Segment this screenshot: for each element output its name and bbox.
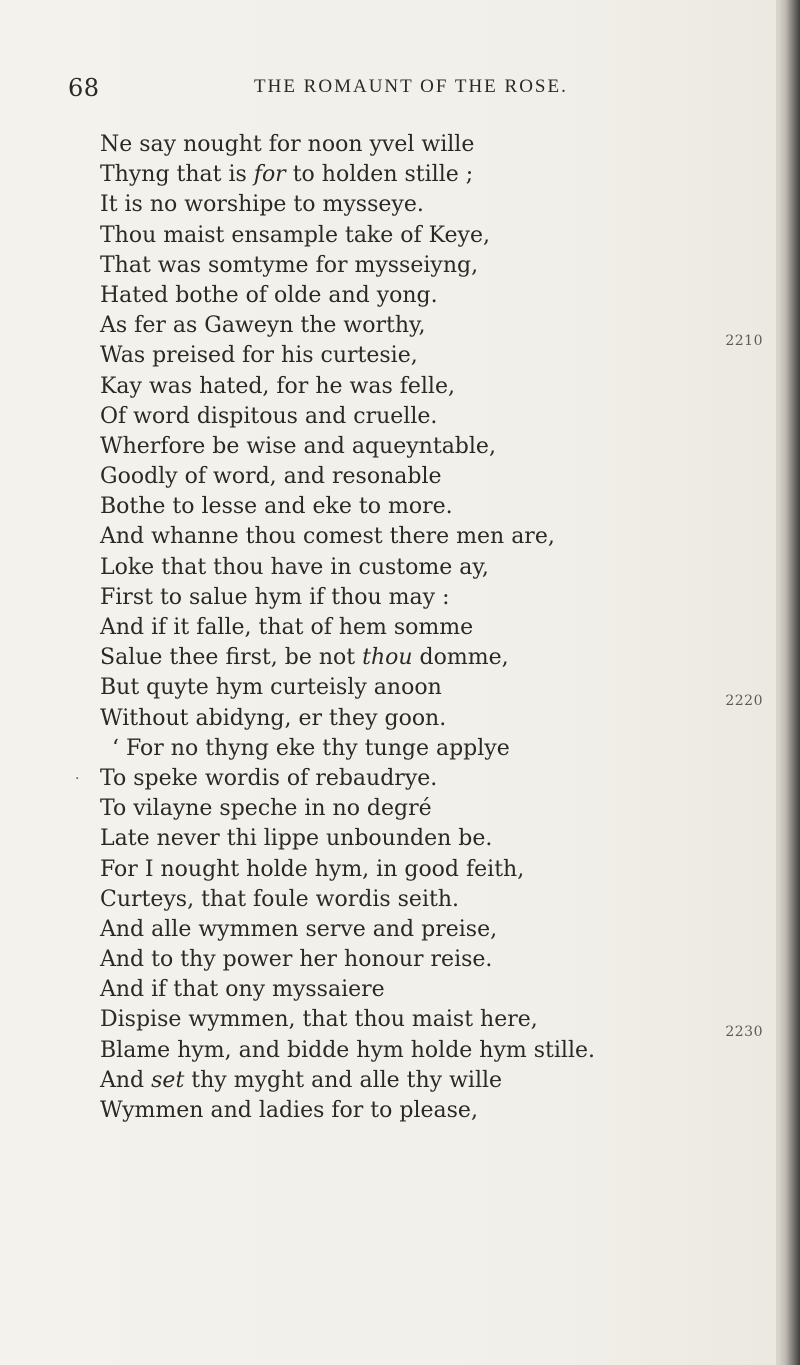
poem-line [100, 794, 750, 824]
page-number: 68 [68, 74, 100, 102]
poem-line [100, 190, 750, 220]
poem-line-text: Dispise wymmen, that thou maist here, [100, 1007, 538, 1033]
poem-line-text: Wherfore be wise and aqueyntable, [100, 433, 496, 459]
poem-line [100, 734, 750, 764]
poem-line-text: domme, [412, 645, 509, 671]
poem-line-italic: set [151, 1067, 185, 1093]
poem-line [100, 613, 750, 643]
poem-line [100, 281, 750, 311]
poem-line-text: Salue thee first, be not [100, 645, 363, 671]
poem-line-text: And if that ony myssaiere [100, 977, 385, 1003]
poem-line [100, 251, 750, 281]
poem-line [100, 492, 750, 522]
poem-line-text: Kay was hated, for he was felle, [100, 373, 455, 399]
poem-line-text: Hated bothe of olde and yong. [100, 282, 438, 308]
poem-line [100, 1066, 750, 1096]
poem-line [100, 673, 750, 703]
poem-line [100, 975, 750, 1005]
poem-line-text: To speke wordis of rebaudrye. [100, 765, 438, 791]
page-header [68, 74, 688, 114]
binding-gutter [778, 0, 800, 1365]
poem-line [100, 824, 750, 854]
poem-line-text: Goodly of word, and resonable [100, 464, 442, 490]
poem-line [100, 1005, 750, 1035]
line-marker: · [75, 770, 80, 787]
poem-line-text: Bothe to lesse and eke to more. [100, 494, 453, 520]
poem-line [100, 704, 750, 734]
poem-line-italic: for [253, 162, 286, 188]
poem-line [100, 885, 750, 915]
poem-line-text: Thyng that is [100, 162, 254, 188]
poem-line-text: To vilayne speche in no degré [100, 796, 432, 822]
poem-line-text: ‘ For no thyng eke thy tunge applye [112, 735, 510, 761]
poem-line-text: And [100, 1067, 152, 1093]
poem-line-text: It is no worshipe to mysseye. [100, 192, 424, 218]
poem-line [100, 855, 750, 885]
poem-line-text: Blame hym, and bidde hym holde hym stille. [100, 1037, 595, 1063]
poem-line [100, 432, 750, 462]
poem-line-text: Of word dispitous and cruelle. [100, 403, 438, 429]
line-number-2210: 2210 [725, 333, 763, 349]
poem-line-text: For I nought holde hym, in good feith, [100, 856, 525, 882]
poem-line [100, 311, 750, 341]
poem-text [75, 130, 750, 1126]
poem-line-text: Loke that thou have in custome ay, [100, 554, 489, 580]
line-number-2230: 2230 [725, 1024, 763, 1040]
poem-line [100, 915, 750, 945]
poem-line-text: And if it falle, that of hem somme [100, 615, 474, 640]
poem-line [100, 372, 750, 402]
poem-line [100, 221, 750, 251]
poem-line-text: First to salue hym if thou may : [100, 584, 450, 610]
poem-line-text: thy myght and alle thy wille [184, 1067, 503, 1093]
poem-line-text: That was somtyme for mysseiyng, [100, 252, 479, 278]
poem-line [100, 462, 750, 492]
poem-line-text: Ne say nought for noon yvel wille [100, 132, 475, 157]
running-title: THE ROMAUNT OF THE ROSE. [254, 76, 568, 97]
poem-line-text: Wymmen and ladies for to please, [100, 1098, 478, 1123]
poem-line-text: And to thy power her honour reise. [100, 947, 493, 973]
poem-line [100, 1096, 750, 1126]
poem-line-text: Without abidyng, er they goon. [100, 705, 447, 731]
poem-line-text: Late never thi lippe unbounden be. [100, 826, 493, 852]
poem-line [100, 553, 750, 583]
poem-line-text: But quyte hym curteisly anoon [100, 675, 442, 701]
poem-line-text: And alle wymmen serve and preise, [100, 916, 498, 942]
poem-line [100, 583, 750, 613]
poem-line-text: Thou maist ensample take of Keye, [100, 222, 490, 248]
poem-line [100, 341, 750, 371]
poem-line [100, 160, 750, 190]
poem-line [100, 402, 750, 432]
poem-line [100, 945, 750, 975]
poem-line-italic: thou [362, 645, 413, 671]
poem-line [75, 764, 750, 794]
poem-line-text: Curteys, that foule wordis seith. [100, 886, 459, 912]
poem-line-text: As fer as Gaweyn the worthy, [100, 313, 426, 339]
poem-line [100, 130, 750, 160]
poem-line [100, 1036, 750, 1066]
poem-line [100, 522, 750, 552]
poem-line-text: And whanne thou comest there men are, [100, 524, 555, 550]
poem-line [100, 643, 750, 673]
line-number-2220: 2220 [725, 693, 763, 709]
poem-line-text: Was preised for his curtesie, [100, 343, 418, 369]
poem-line-text: to holden stille ; [285, 162, 474, 188]
